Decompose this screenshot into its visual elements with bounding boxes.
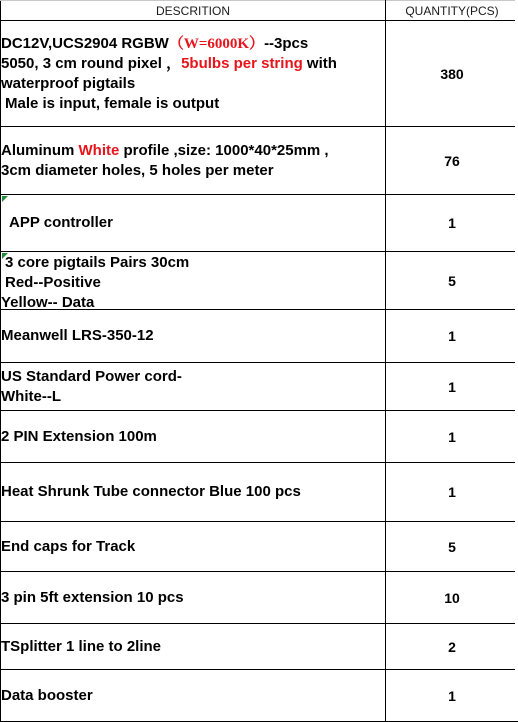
description-line: Yellow-- Data xyxy=(1,293,385,309)
description-cell[interactable] xyxy=(1,127,386,195)
description-line: DC12V,UCS2904 RGBW（W=6000K）--3pcs xyxy=(1,34,385,54)
table-row xyxy=(1,624,518,670)
description-line: waterproof pigtails xyxy=(1,74,385,94)
description-line: White--L xyxy=(1,387,385,407)
quantity-cell[interactable]: 380 xyxy=(386,21,518,127)
description-line: 2 PIN Extension 100m xyxy=(1,427,385,447)
quantity-cell[interactable]: 5 xyxy=(386,522,518,572)
comment-marker-icon xyxy=(2,196,8,202)
table-row xyxy=(1,572,518,624)
description-line: Male is input, female is output xyxy=(1,94,385,114)
table-row xyxy=(1,21,518,127)
quantity-cell[interactable]: 76 xyxy=(386,127,518,195)
description-line: Heat Shrunk Tube connector Blue 100 pcs xyxy=(1,482,385,502)
quantity-cell[interactable]: 2 xyxy=(386,624,518,670)
header-quantity[interactable]: QUANTITY(PCS) xyxy=(386,1,518,21)
table-row xyxy=(1,411,518,463)
description-cell[interactable] xyxy=(1,310,386,363)
table-row xyxy=(1,522,518,572)
description-cell[interactable] xyxy=(1,572,386,624)
quantity-cell[interactable]: 5 xyxy=(386,252,518,310)
description-line: End caps for Track xyxy=(1,537,385,557)
quantity-cell[interactable]: 1 xyxy=(386,310,518,363)
description-line: Meanwell LRS-350-12 xyxy=(1,326,385,346)
description-line: Red--Positive xyxy=(1,273,385,293)
description-cell[interactable] xyxy=(1,21,386,127)
table-row xyxy=(1,127,518,195)
quantity-cell[interactable]: 1 xyxy=(386,670,518,722)
comment-marker-icon xyxy=(2,253,8,259)
description-line: 3 core pigtails Pairs 30cm xyxy=(1,253,385,273)
description-cell[interactable] xyxy=(1,411,386,463)
header-row xyxy=(1,1,518,21)
quantity-cell[interactable]: 1 xyxy=(386,363,518,411)
table-row xyxy=(1,363,518,411)
description-cell[interactable] xyxy=(1,522,386,572)
description-line: 5050, 3 cm round pixel ，5bulbs per string with xyxy=(1,54,385,74)
description-line: 3 pin 5ft extension 10 pcs xyxy=(1,588,385,608)
description-line: 3cm diameter holes, 5 holes per meter xyxy=(1,161,385,181)
description-line: TSplitter 1 line to 2line xyxy=(1,637,385,657)
quantity-cell[interactable]: 10 xyxy=(386,572,518,624)
description-cell[interactable] xyxy=(1,363,386,411)
description-line: APP controller xyxy=(1,213,385,233)
description-cell[interactable] xyxy=(1,670,386,722)
description-cell[interactable] xyxy=(1,463,386,522)
quantity-cell[interactable]: 1 xyxy=(386,411,518,463)
table-row xyxy=(1,463,518,522)
quantity-cell[interactable]: 1 xyxy=(386,195,518,252)
table-row xyxy=(1,195,518,252)
description-cell[interactable] xyxy=(1,624,386,670)
description-line: US Standard Power cord- xyxy=(1,367,385,387)
quantity-cell[interactable]: 1 xyxy=(386,463,518,522)
table-row xyxy=(1,310,518,363)
table-row xyxy=(1,252,518,310)
header-description[interactable]: DESCRITION xyxy=(1,1,386,21)
description-cell[interactable] xyxy=(1,195,386,252)
table-row xyxy=(1,670,518,722)
description-line: Data booster xyxy=(1,686,385,706)
description-line: Aluminum White profile ,size: 1000*40*25mm , xyxy=(1,141,385,161)
description-cell[interactable] xyxy=(1,252,386,310)
